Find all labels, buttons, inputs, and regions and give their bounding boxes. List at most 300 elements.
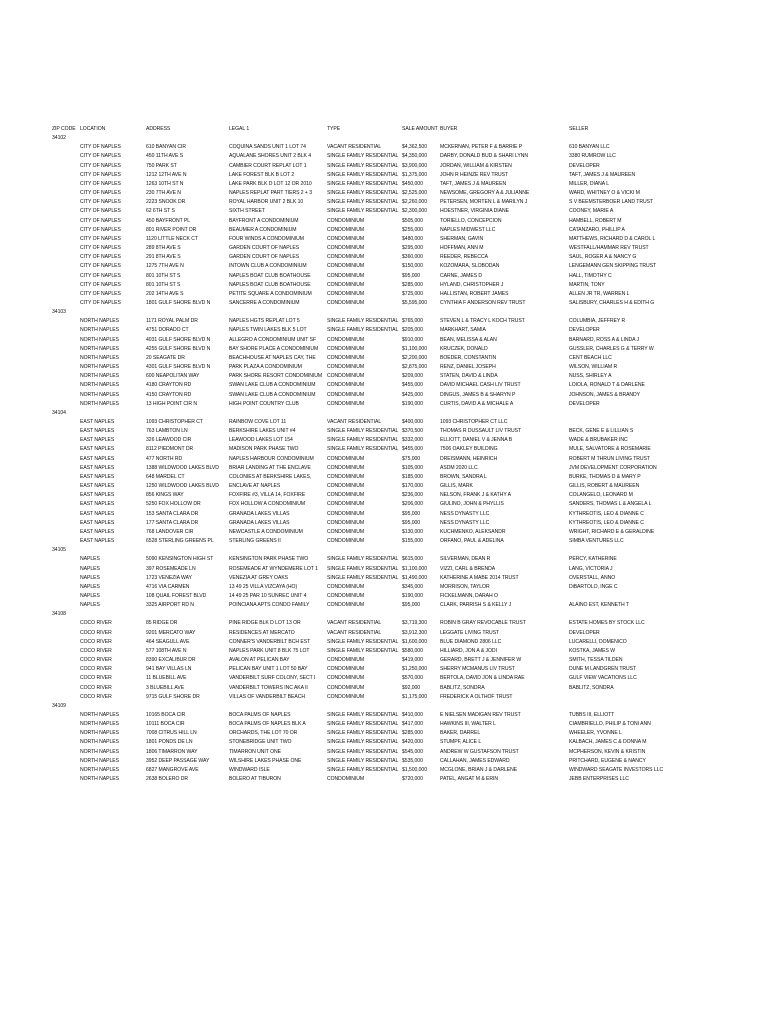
seller-cell: SALISBURY, CHARLES H & EDITH G <box>569 299 655 306</box>
address-cell: 13 HIGH POINT CIR N <box>146 400 198 407</box>
header-legal: LEGAL 1 <box>229 126 250 132</box>
sale-amount-cell: $105,000 <box>402 464 423 471</box>
location-cell: CITY OF NAPLES <box>80 171 121 178</box>
buyer-cell: PETERSEN, MORTEN L & MARILYN J <box>440 199 528 206</box>
zip-spacer-cell <box>52 262 80 271</box>
legal-cell: BAY SHORE PLACE A CONDOMINIUM <box>229 345 319 352</box>
buyer-cell: BABLITZ, SONDRA <box>440 684 485 691</box>
seller-cell: GILLIS, ROBERT & MAUREEN <box>569 483 640 490</box>
zip-spacer-cell <box>52 189 80 198</box>
table-row <box>52 519 742 528</box>
address-cell: 1388 WILDWOOD LAKES BLVD <box>146 464 219 471</box>
legal-cell: PELICAN BAY UNIT 1 LOT 50 BAY <box>229 666 308 673</box>
empty-cell <box>569 702 742 711</box>
table-row <box>52 290 742 299</box>
buyer-cell: CYNTHIA F ANDERSON REV TRUST <box>440 299 526 306</box>
table-row <box>52 729 742 738</box>
zip-group-row <box>52 546 742 555</box>
sale-amount-cell: $285,000 <box>402 730 423 737</box>
empty-cell <box>402 308 440 317</box>
location-cell: CITY OF NAPLES <box>80 190 121 197</box>
location-cell: NORTH NAPLES <box>80 748 119 755</box>
type-cell: CONDOMINIUM <box>327 245 365 252</box>
table-row <box>52 262 742 271</box>
buyer-cell: NESS DYNASTY LLC <box>440 510 490 517</box>
buyer-cell: KRUCZEK, DONALD <box>440 345 488 352</box>
type-cell: SINGLE FAMILY RESIDENTIAL <box>327 638 399 645</box>
location-cell: NORTH NAPLES <box>80 327 119 334</box>
type-cell: SINGLE FAMILY RESIDENTIAL <box>327 446 399 453</box>
type-cell: CONDOMINIUM <box>327 254 365 261</box>
empty-cell <box>440 546 569 555</box>
seller-cell: KYTHREOTIS, LEO & DIANNE C <box>569 519 644 526</box>
table-body <box>52 134 742 784</box>
sale-amount-cell: $450,000 <box>402 180 423 187</box>
type-cell: SINGLE FAMILY RESIDENTIAL <box>327 766 399 773</box>
location-cell: NAPLES <box>80 592 100 599</box>
seller-cell: WINDWARD SEAGATE INVESTORS LLC <box>569 766 664 773</box>
table-row <box>52 464 742 473</box>
empty-cell <box>80 409 146 418</box>
empty-cell <box>146 409 229 418</box>
type-cell: SINGLE FAMILY RESIDENTIAL <box>327 153 399 160</box>
sale-amount-cell: $170,000 <box>402 483 423 490</box>
seller-cell: JOHNSON, JAMES & BRANDY <box>569 391 641 398</box>
type-cell: CONDOMINIUM <box>327 263 365 270</box>
seller-cell: CIAMBRIELLO, PHILIP & TONI ANN <box>569 721 651 728</box>
buyer-cell: NELSON, FRANK J & KATHY A <box>440 492 512 499</box>
seller-cell: JVM DEVELOPMENT CORPORATION <box>569 464 657 471</box>
address-cell: 202 14TH AVE S <box>146 290 184 297</box>
zip-spacer-cell <box>52 720 80 729</box>
zip-spacer-cell <box>52 217 80 226</box>
buyer-cell: NESS DYNASTY LLC <box>440 519 490 526</box>
buyer-cell: RENZ, DANIEL JOSEPH <box>440 364 496 371</box>
legal-cell: VENEZIA AT GREY OAKS <box>229 574 289 581</box>
zip-spacer-cell <box>52 235 80 244</box>
address-cell: 4031 GULF SHORE BLVD N <box>146 336 211 343</box>
header-sale-amount: SALE AMOUNT <box>402 126 438 132</box>
buyer-cell: HILLIARD, JON A & JODI <box>440 647 497 654</box>
legal-cell: COLONIES AT BERKSHIRE LAKES, <box>229 473 312 480</box>
type-cell: CONDOMINIUM <box>327 391 365 398</box>
table-row <box>52 693 742 702</box>
sale-amount-cell: $2,525,000 <box>402 190 427 197</box>
zip-spacer-cell <box>52 336 80 345</box>
location-cell: NORTH NAPLES <box>80 364 119 371</box>
empty-cell <box>327 409 402 418</box>
type-cell: SINGLE FAMILY RESIDENTIAL <box>327 162 399 169</box>
zip-group-row <box>52 409 742 418</box>
location-cell: NAPLES <box>80 583 100 590</box>
zip-spacer-cell <box>52 775 80 784</box>
legal-cell: NAPLES HGTS REPLAT LOT 5 <box>229 318 300 325</box>
buyer-cell: 1093 CHRISTOPHER CT LLC <box>440 419 508 425</box>
type-cell: CONDOMINIUM <box>327 510 365 517</box>
sale-amount-cell: $236,000 <box>402 492 423 499</box>
seller-cell: MILLER, DIANA L <box>569 180 610 187</box>
buyer-cell: LEGGATE LIVING TRUST <box>440 629 500 636</box>
location-cell: EAST NAPLES <box>80 464 115 471</box>
buyer-cell: HOFFMAN, ANN M <box>440 245 484 252</box>
buyer-cell: CLARK, PARRISH S & KELLY J <box>440 602 512 609</box>
seller-cell: DEVELOPER <box>569 327 600 334</box>
empty-cell <box>569 610 742 619</box>
address-cell: 7008 CITRUS HILL LN <box>146 730 197 737</box>
sale-amount-cell: $5,595,000 <box>402 299 427 306</box>
address-cell: 5250 FOX HOLLOW DR <box>146 501 201 508</box>
buyer-cell: DREISMANN, HEINRICH <box>440 455 498 462</box>
sale-amount-cell: $75,000 <box>402 455 421 462</box>
zip-spacer-cell <box>52 455 80 464</box>
sale-amount-cell: $1,100,000 <box>402 565 427 572</box>
empty-cell <box>146 702 229 711</box>
zip-spacer-cell <box>52 363 80 372</box>
legal-cell: NAPLES TWIN LAKES BLK 5 LOT <box>229 327 307 334</box>
location-cell: NORTH NAPLES <box>80 766 119 773</box>
legal-cell: CONNER'S VANDERBILT BCH EST <box>229 638 311 645</box>
location-cell: COCO RIVER <box>80 629 112 636</box>
table-row <box>52 510 742 519</box>
type-cell: CONDOMINIUM <box>327 473 365 480</box>
sale-amount-cell: $410,000 <box>402 712 423 718</box>
table-row <box>52 253 742 262</box>
sale-amount-cell: $92,000 <box>402 684 421 691</box>
table-row <box>52 226 742 235</box>
type-cell: SINGLE FAMILY RESIDENTIAL <box>327 208 399 215</box>
buyer-cell: SHERRY MCMANUS LIV TRUST <box>440 666 515 673</box>
table-row <box>52 601 742 610</box>
zip-spacer-cell <box>52 143 80 152</box>
sale-amount-cell: $206,000 <box>402 501 423 508</box>
sale-amount-cell: $725,000 <box>402 290 423 297</box>
address-cell: 1723 VENEZIA WAY <box>146 574 192 581</box>
address-cell: 11 BLUEBILL AVE <box>146 675 187 682</box>
type-cell: CONDOMINIUM <box>327 400 365 407</box>
address-cell: 10111 BOCA CIR <box>146 721 185 728</box>
buyer-cell: GIULINO, JOHN & PHYLLIS <box>440 501 504 508</box>
sale-amount-cell: $2,200,000 <box>402 354 427 361</box>
zip-spacer-cell <box>52 729 80 738</box>
sale-amount-cell: $570,000 <box>402 675 423 682</box>
location-cell: CITY OF NAPLES <box>80 162 121 169</box>
table-row <box>52 171 742 180</box>
table-row <box>52 345 742 354</box>
buyer-cell: BEAN, MELISSA & ALAN <box>440 336 497 343</box>
type-cell: CONDOMINIUM <box>327 693 365 700</box>
seller-cell <box>569 592 742 601</box>
sale-amount-cell: $1,490,000 <box>402 574 427 581</box>
seller-cell: WARD, WHITNEY O & VICKI M <box>569 190 640 197</box>
buyer-cell: BERTOLA, DAVID JON & LINDA RAE <box>440 675 525 682</box>
empty-cell <box>229 308 327 317</box>
empty-cell <box>327 610 402 619</box>
address-cell: 2638 BOLERO DR <box>146 776 189 783</box>
legal-cell: BEAUMER A CONDOMINIUM <box>229 226 297 233</box>
location-cell: EAST NAPLES <box>80 510 115 517</box>
address-cell: 291 8TH AVE S <box>146 254 181 261</box>
seller-cell: DiBARTOLO, INGE C <box>569 583 618 590</box>
legal-cell: VILLAS OF VANDERBILT BEACH <box>229 693 305 700</box>
header-zip-code: ZIP CODE <box>52 126 76 132</box>
sale-amount-cell: $505,000 <box>402 217 423 224</box>
zip-code-cell: 34104 <box>52 409 66 416</box>
legal-cell: ROSEMEADE AT WYNDEMERE LOT 1 <box>229 565 318 572</box>
location-cell: CITY OF NAPLES <box>80 299 121 306</box>
address-cell: 610 BANYAN CIR <box>146 144 186 151</box>
seller-cell: SANDERS, THOMAS L & ANGELA L <box>569 501 652 508</box>
sale-amount-cell: $910,000 <box>402 336 423 343</box>
buyer-cell: STATEN, DAVID & LINDA <box>440 373 498 380</box>
type-cell: SINGLE FAMILY RESIDENTIAL <box>327 739 399 746</box>
table-row <box>52 445 742 454</box>
seller-cell: 3380 RUMROW LLC <box>569 153 616 160</box>
legal-cell: BEACHHOUSE AT NAPLES CAY, THE <box>229 354 316 361</box>
empty-cell <box>229 409 327 418</box>
type-cell: SINGLE FAMILY RESIDENTIAL <box>327 556 399 563</box>
sale-amount-cell: $370,500 <box>402 428 423 435</box>
empty-cell <box>327 134 402 143</box>
legal-cell: BERKSHIRE LAKES UNIT #4 <box>229 428 296 435</box>
sale-amount-cell: $455,000 <box>402 446 423 453</box>
zip-spacer-cell <box>52 299 80 308</box>
location-cell: COCO RIVER <box>80 675 112 682</box>
location-cell: CITY OF NAPLES <box>80 153 121 160</box>
location-cell: NORTH NAPLES <box>80 336 119 343</box>
type-cell: CONDOMINIUM <box>327 373 365 380</box>
address-cell: 397 ROSEMEADE LN <box>146 565 196 572</box>
sales-table <box>52 125 742 784</box>
location-cell: CITY OF NAPLES <box>80 272 121 279</box>
type-cell: CONDOMINIUM <box>327 217 365 224</box>
type-cell: CONDOMINIUM <box>327 336 365 343</box>
sale-amount-cell: $480,000 <box>402 235 423 242</box>
type-cell: CONDOMINIUM <box>327 519 365 526</box>
table-row <box>52 738 742 747</box>
address-cell: 1171 ROYAL PALM DR <box>146 318 198 325</box>
table-row <box>52 336 742 345</box>
zip-spacer-cell <box>52 674 80 683</box>
seller-cell: TAFT, JAMES J & MAUREEN <box>569 171 636 178</box>
type-cell: CONDOMINIUM <box>327 299 365 306</box>
zip-spacer-cell <box>52 372 80 381</box>
address-cell: 62 6TH ST S <box>146 208 175 215</box>
empty-cell <box>402 134 440 143</box>
address-cell: 1212 12TH AVE N <box>146 171 187 178</box>
sales-report <box>52 125 742 784</box>
address-cell: 801 10TH ST S <box>146 272 181 279</box>
legal-cell: LAKE FOREST BLK B LOT 2 <box>229 171 295 178</box>
address-cell: 85 RIDGE DR <box>146 620 178 627</box>
sale-amount-cell: $4,362,500 <box>402 144 427 151</box>
seller-cell: ESTATE HOMES BY STOCK LLC <box>569 620 645 627</box>
zip-spacer-cell <box>52 491 80 500</box>
buyer-cell: CARNE, JAMES D <box>440 272 483 279</box>
seller-cell: DEVELOPER <box>569 629 600 636</box>
table-row <box>52 198 742 207</box>
legal-cell: GRANADA LAKES VILLAS <box>229 510 290 517</box>
seller-cell: SIMBA VENTURES LLC <box>569 538 624 545</box>
zip-spacer-cell <box>52 427 80 436</box>
zip-spacer-cell <box>52 281 80 290</box>
zip-spacer-cell <box>52 510 80 519</box>
sale-amount-cell: $185,000 <box>402 473 423 480</box>
sale-amount-cell: $255,000 <box>402 226 423 233</box>
buyer-cell: BOEDER, CONSTANTIN <box>440 354 497 361</box>
location-cell: EAST NAPLES <box>80 419 115 425</box>
empty-cell <box>229 702 327 711</box>
sale-amount-cell: $580,000 <box>402 647 423 654</box>
address-cell: 108 QUAIL FOREST BLVD <box>146 592 207 599</box>
sale-amount-cell: $3,719,300 <box>402 620 427 627</box>
table-row <box>52 537 742 546</box>
sale-amount-cell: $3,900,000 <box>402 162 427 169</box>
zip-spacer-cell <box>52 684 80 693</box>
buyer-cell: DAVID MICHAEL CASH LIV TRUST <box>440 382 521 389</box>
location-cell: NORTH NAPLES <box>80 373 119 380</box>
zip-code-cell: 34103 <box>52 309 66 316</box>
table-row <box>52 528 742 537</box>
zip-spacer-cell <box>52 317 80 326</box>
table-row <box>52 281 742 290</box>
table-row <box>52 629 742 638</box>
address-cell: 4751 DORADO CT <box>146 327 189 334</box>
location-cell: NORTH NAPLES <box>80 354 119 361</box>
sale-amount-cell: $455,000 <box>402 382 423 389</box>
legal-cell: ALLEGRO A CONDOMINIUM UNIT SF <box>229 336 317 343</box>
table-row <box>52 207 742 216</box>
table-row <box>52 500 742 509</box>
seller-cell: KYTHREOTIS, LEO & DIANNE C <box>569 510 644 517</box>
seller-cell: ROBERT M THRUN LIVING TRUST <box>569 455 650 462</box>
buyer-cell: STUMPF, ALICE L <box>440 739 482 746</box>
empty-cell <box>146 308 229 317</box>
table-row <box>52 272 742 281</box>
buyer-cell: MCGLONE, BRIAN J & DARLENE <box>440 766 518 773</box>
legal-cell: GARDEN COURT OF NAPLES <box>229 254 300 261</box>
location-cell: NORTH NAPLES <box>80 712 119 718</box>
location-cell: EAST NAPLES <box>80 528 115 535</box>
zip-spacer-cell <box>52 391 80 400</box>
buyer-cell: TAFT, JAMES J & MAUREEN <box>440 180 507 187</box>
type-cell: CONDOMINIUM <box>327 592 365 599</box>
location-cell: CITY OF NAPLES <box>80 245 121 252</box>
zip-spacer-cell <box>52 244 80 253</box>
sale-amount-cell: $720,000 <box>402 776 423 783</box>
location-cell: COCO RIVER <box>80 620 112 627</box>
sale-amount-cell: $360,000 <box>402 254 423 261</box>
empty-cell <box>229 134 327 143</box>
sale-amount-cell: $615,000 <box>402 556 423 563</box>
buyer-cell: MARKHART, SAMIA <box>440 327 486 334</box>
legal-cell: PETITE SQUARE A CONDOMINIUM <box>229 290 312 297</box>
buyer-cell: ANDREW W GUSTAFSON TRUST <box>440 748 519 755</box>
address-cell: 2223 SNOOK DR <box>146 199 186 206</box>
table-row <box>52 766 742 775</box>
legal-cell: POINCIANA APTS CONDO FAMILY <box>229 602 310 609</box>
legal-cell: COQUINA SANDS UNIT 1 LOT 74 <box>229 144 306 151</box>
sale-amount-cell: $400,000 <box>402 419 423 425</box>
seller-cell: WHEELER, YVONNE L <box>569 730 622 737</box>
buyer-cell: FREDERICK A OLTHOF TRUST <box>440 693 513 700</box>
sale-amount-cell: $420,000 <box>402 739 423 746</box>
zip-spacer-cell <box>52 711 80 720</box>
sale-amount-cell: $295,000 <box>402 245 423 252</box>
zip-spacer-cell <box>52 738 80 747</box>
table-row <box>52 674 742 683</box>
empty-cell <box>402 610 440 619</box>
seller-cell: DUNE M LANDGREN TRUST <box>569 666 637 673</box>
address-cell: 450 11TH AVE S <box>146 153 184 160</box>
empty-cell <box>80 702 146 711</box>
buyer-cell: SILVERMAN, DEAN R <box>440 556 491 563</box>
address-cell: 289 8TH AVE S <box>146 245 181 252</box>
legal-cell: INTOWN CLUB A CONDOMINIUM <box>229 263 307 270</box>
empty-cell <box>146 134 229 143</box>
buyer-cell: MORRISON, TAYLOR <box>440 583 490 590</box>
zip-spacer-cell <box>52 326 80 335</box>
buyer-cell: STEVEN L & TRACY L KOCH TRUST <box>440 318 525 325</box>
buyer-cell: CURTIS, DAVID A & MICHALE A <box>440 400 514 407</box>
address-cell: 5090 KENSINGTON HIGH ST <box>146 556 214 563</box>
table-row <box>52 665 742 674</box>
seller-cell: BECK, GENE E & LILLIAN S <box>569 428 634 435</box>
sale-amount-cell: $209,000 <box>402 373 423 380</box>
address-cell: 577 108TH AVE N <box>146 647 187 654</box>
type-cell: CONDOMINIUM <box>327 483 365 490</box>
sale-amount-cell: $1,250,000 <box>402 666 427 673</box>
location-cell: NAPLES <box>80 574 100 581</box>
seller-cell: S V BEEMSTERBOER LAND TRUST <box>569 199 654 206</box>
empty-cell <box>440 308 569 317</box>
empty-cell <box>327 546 402 555</box>
location-cell: CITY OF NAPLES <box>80 226 121 233</box>
zip-spacer-cell <box>52 757 80 766</box>
type-cell: SINGLE FAMILY RESIDENTIAL <box>327 565 399 572</box>
seller-cell: CATANZARO, PHILLIP A <box>569 226 625 233</box>
table-row <box>52 775 742 784</box>
type-cell: CONDOMINIUM <box>327 455 365 462</box>
location-cell: NAPLES <box>80 565 100 572</box>
type-cell: SINGLE FAMILY RESIDENTIAL <box>327 757 399 764</box>
empty-cell <box>229 610 327 619</box>
legal-cell: AQUALANE SHORES UNIT 2 BLK 4 <box>229 153 312 160</box>
zip-group-row <box>52 702 742 711</box>
table-row <box>52 217 742 226</box>
address-cell: 1806 TIMARRON WAY <box>146 748 198 755</box>
address-cell: 856 KINGS WAY <box>146 492 184 499</box>
zip-code-cell: 34105 <box>52 547 66 554</box>
type-cell: SINGLE FAMILY RESIDENTIAL <box>327 574 399 581</box>
type-cell: CONDOMINIUM <box>327 684 365 691</box>
zip-spacer-cell <box>52 482 80 491</box>
location-cell: NAPLES <box>80 602 100 609</box>
zip-spacer-cell <box>52 464 80 473</box>
type-cell: CONDOMINIUM <box>327 675 365 682</box>
legal-cell: HIGH POINT COUNTRY CLUB <box>229 400 299 407</box>
location-cell: COCO RIVER <box>80 684 112 691</box>
table-row <box>52 656 742 665</box>
table-row <box>52 473 742 482</box>
address-cell: 941 BAY VILLAS LN <box>146 666 192 673</box>
sale-amount-cell: $1,375,000 <box>402 171 427 178</box>
sale-amount-cell: $765,000 <box>402 318 423 325</box>
location-cell: NORTH NAPLES <box>80 345 119 352</box>
zip-spacer-cell <box>52 445 80 454</box>
sale-amount-cell: $190,000 <box>402 400 423 407</box>
table-row <box>52 400 742 409</box>
seller-cell: LANG, VICTORIA J <box>569 565 613 572</box>
